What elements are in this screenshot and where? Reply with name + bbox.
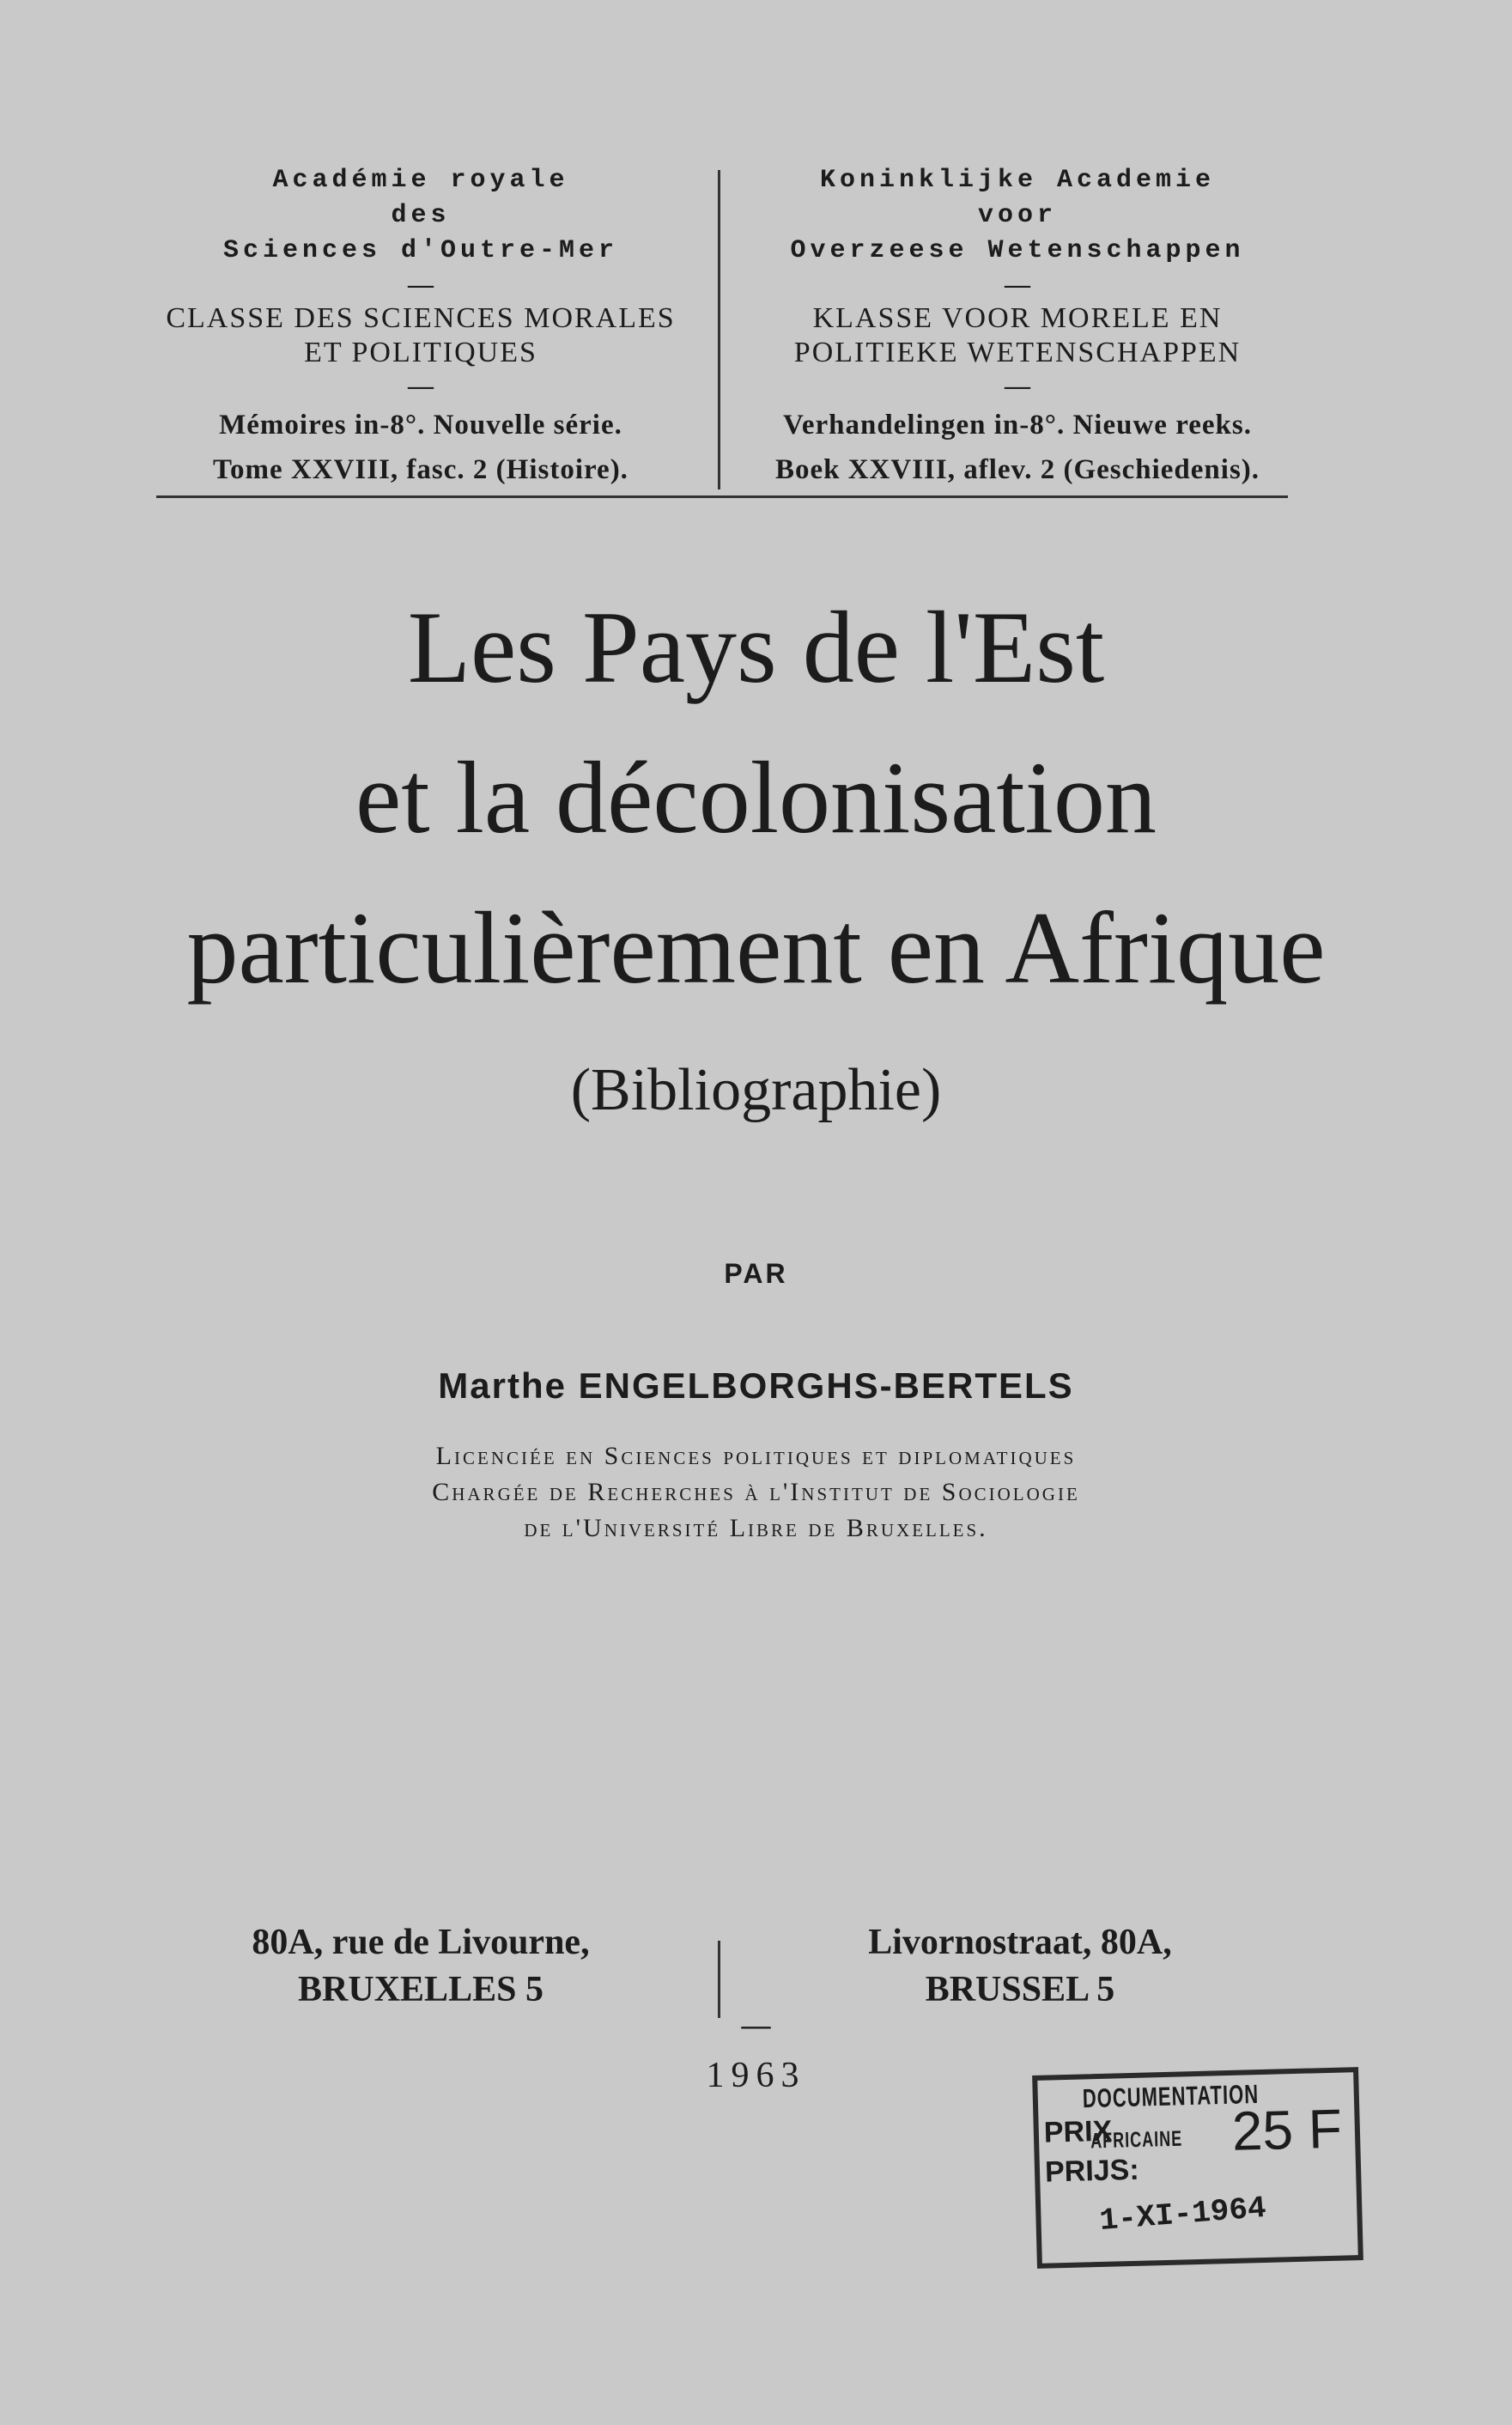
stamp-sub-text: AFRICAINE — [1090, 2126, 1183, 2154]
header-left — [142, 163, 700, 492]
header-right — [738, 163, 1296, 492]
class-line1-fr: CLASSE DES SCIENCES MORALES — [166, 302, 676, 334]
header-dash: — — [408, 372, 434, 400]
academy-sciences: Sciences d'Outre-Mer — [222, 236, 619, 265]
par-label: PAR — [724, 1258, 788, 1289]
stamp-prix: PRIX — [1043, 2114, 1113, 2149]
address-left-street: 80A, rue de Livourne, — [252, 1923, 590, 1962]
title-line1: Les Pays de l'Est — [407, 590, 1105, 704]
address-right — [762, 1919, 1278, 2014]
address-right-street: Livornostraat, 80A, — [868, 1923, 1172, 1962]
subtitle: (Bibliographie) — [570, 1057, 942, 1123]
author-name: Marthe ENGELBORGHS-BERTELS — [438, 1365, 1074, 1406]
tome-fr: Tome XXVIII, fasc. 2 (Histoire). — [213, 454, 628, 485]
title-line3: particulièrement en Afrique — [186, 890, 1326, 1005]
academy-name-nl: Koninklijke Academie — [819, 166, 1216, 195]
author-credential-2: Chargée de Recherches à l'Institut de Sociologie — [432, 1478, 1080, 1506]
academy-wetenschappen: Overzeese Wetenschappen — [790, 236, 1245, 265]
class-line2-nl: POLITIEKE WETENSCHAPPEN — [793, 337, 1242, 368]
academy-voor: voor — [977, 201, 1057, 230]
academy-name-fr: Académie royale — [272, 166, 569, 195]
stamp-date: 1-XI-1964 — [1098, 2190, 1268, 2240]
price-stamp — [1032, 2067, 1363, 2269]
address-right-city: BRUSSEL 5 — [925, 1970, 1115, 2009]
address-left — [163, 1919, 678, 2014]
header-dash: — — [1005, 270, 1030, 299]
header-rule — [156, 495, 1288, 498]
series-fr: Mémoires in-8°. Nouvelle série. — [219, 410, 622, 441]
address-left-city: BRUXELLES 5 — [298, 1970, 543, 2009]
academy-des: des — [391, 201, 451, 230]
header-dash: — — [1005, 372, 1030, 400]
author-credential-3: de l'Université Libre de Bruxelles. — [524, 1514, 988, 1542]
class-line2-fr: ET POLITIQUES — [304, 337, 537, 368]
class-line1-nl: KLASSE VOOR MORELE EN — [812, 302, 1223, 334]
stamp-price: 25 F — [1230, 2097, 1343, 2162]
header-divider — [718, 170, 720, 489]
address-divider — [718, 1941, 720, 2018]
tome-nl: Boek XXVIII, aflev. 2 (Geschiedenis). — [774, 454, 1260, 485]
header-dash: — — [408, 270, 434, 299]
address-dash: — — [741, 2009, 771, 2041]
series-nl: Verhandelingen in-8°. Nieuwe reeks. — [783, 410, 1252, 441]
stamp-top-text: DOCUMENTATION — [1082, 2078, 1260, 2114]
stamp-prijs: PRIJS: — [1044, 2153, 1140, 2189]
publication-year: 1963 — [706, 2056, 806, 2095]
title-line2: et la décolonisation — [355, 740, 1157, 854]
author-credential-1: Licenciée en Sciences politiques et diplomatiques — [435, 1442, 1077, 1470]
